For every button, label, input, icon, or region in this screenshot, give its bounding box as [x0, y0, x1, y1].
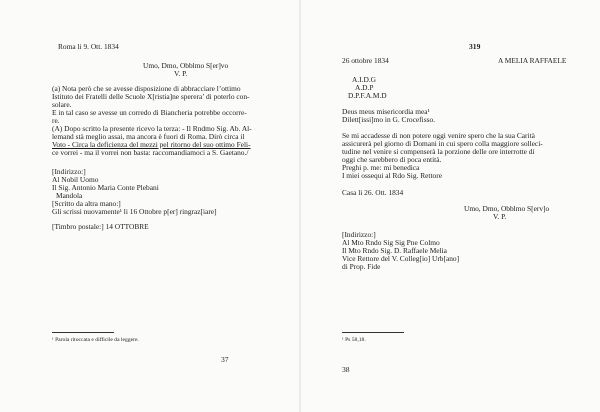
letter-date: 26 ottobre 1834	[342, 56, 389, 65]
body-line: ce vorrei - ma il vorrei non basta: raccomandiamoci a S. Gaetano./	[52, 148, 249, 157]
closing-signature: Umo, Dmo, Obblmo S[er]vo	[143, 61, 229, 70]
body-line: tudine nel venire si compenserà la porzione delle ore interrotte di	[342, 147, 535, 156]
motto-line: A.D.P	[355, 83, 374, 92]
dateline: Casa li 26. Ott. 1834	[342, 188, 404, 197]
address-line: [Indirizzo:]	[52, 167, 86, 176]
address-line: Al Nobil Uomo	[52, 175, 99, 184]
closing-initials: V. P.	[493, 212, 507, 221]
footnote-rule	[52, 332, 114, 333]
body-line: I miei ossequi al Rdo Sig. Rettore	[342, 171, 442, 180]
address-line: [Scritto da altra mano:]	[52, 199, 121, 208]
body-line: solare.	[52, 100, 72, 109]
header-page-number: 319	[469, 42, 481, 51]
address-line: Il Sig. Antonio Maria Conte Plebani	[52, 183, 159, 192]
footnote: ¹ Ps 58,18.	[342, 337, 366, 343]
footnote: ¹ Parola ritoccata e difficile da leggere.	[52, 337, 139, 343]
motto-line: D.P.F.A.M.D	[348, 91, 387, 100]
body-line: re.	[52, 116, 60, 125]
body-line: (A) Dopo scritto la presente ricevo la terza: - Il Rndmo Sig. Ab. Al-	[52, 124, 252, 133]
right-page	[300, 0, 600, 412]
body-line: assicurerà pel giorno di Domani in cui spero colla maggiore sollеci-	[342, 139, 543, 148]
body-line: E in tal caso se avesse un corredo di Biancheria potrebbe occorre-	[52, 108, 247, 117]
motto-line: A.I.D.G	[352, 75, 377, 84]
salutation: Dilett[issi]mo in G. Crocefisso.	[342, 115, 435, 124]
body-line: Se mi accadesse di non potere oggi venire spero che la sua Carità	[342, 131, 535, 140]
page-number: 38	[342, 365, 350, 374]
body-line: Istituto dei Fratelli delle Scuole X[ristia]ne sperera’ di poterlo con-	[52, 92, 250, 101]
address-line: Gli scrissi nuovamente¹ li 16 Ottobre p[er] ringraz[iare]	[52, 207, 217, 216]
footnote-rule	[342, 332, 404, 333]
body-line: Preghi p. me: mi benedica	[342, 163, 420, 172]
address-line: Il Mto Rndo Sig. D. Raffaele Melia	[342, 246, 447, 255]
address-line: Vice Rettore del V. Colleg[io] Urb[ano]	[342, 254, 460, 263]
page-number: 37	[221, 355, 229, 364]
body-line: lemand stà meglio assai, ma ancora è fuori di Roma. Dirò circa il	[52, 132, 245, 141]
address-line: Mandola	[56, 191, 83, 200]
dateline: Roma li 9. Ott. 1834	[58, 42, 119, 51]
address-line: di Prop. Fide	[342, 262, 381, 271]
address-line: [Indirizzo:]	[342, 230, 376, 239]
recipient-heading: A MELIA RAFFAELE	[498, 56, 567, 65]
body-line: (a) Nota però che se avesse disposizione di abbracciare l’ottimo	[52, 84, 241, 93]
closing-signature: Umo, Dmo, Obblmo S[erv]o	[464, 204, 550, 213]
latin-line: Deus meus misericordia mea¹	[342, 107, 430, 116]
body-line: oggi che sarebbero di poca entità.	[342, 155, 442, 164]
postal-stamp: [Timbro postale:] 14 OTTOBRE	[52, 222, 149, 231]
address-line: Al Mto Rndo Sig Sig Pne Colmo	[342, 238, 440, 247]
closing-initials: V. P.	[174, 69, 188, 78]
body-line: Voto - Circa la deficienza del mezzi pel ritorno del suo ottimo Feli-	[52, 140, 251, 149]
